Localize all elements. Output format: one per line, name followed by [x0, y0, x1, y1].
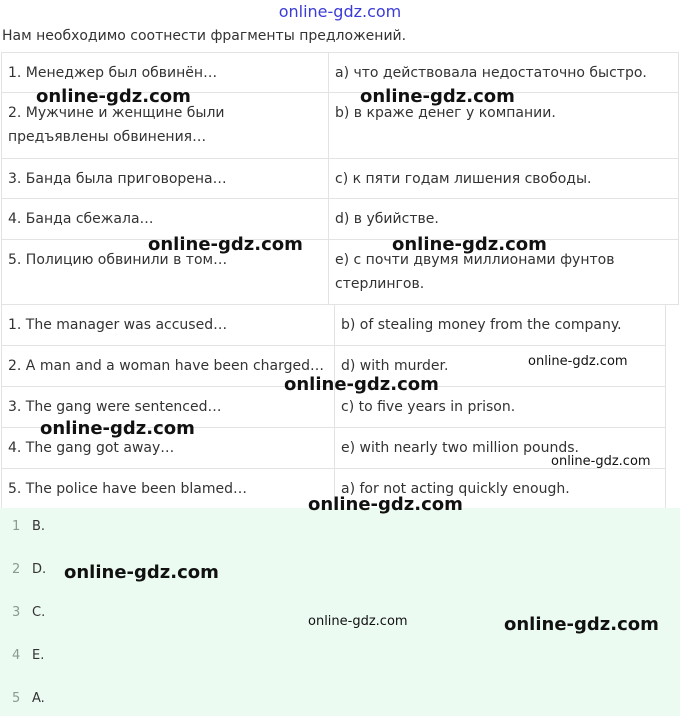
- answer-value: D.: [32, 562, 47, 577]
- table-cell-left: 3. Банда была приговорена…: [2, 159, 329, 199]
- table-cell-left: 3. The gang were sentenced…: [2, 387, 335, 428]
- watermark: online-gdz.com: [148, 234, 303, 255]
- watermark: online-gdz.com: [360, 86, 515, 107]
- table-cell-right: c) к пяти годам лишения свободы.: [329, 159, 679, 199]
- table-cell-left: 1. The manager was accused…: [2, 305, 335, 346]
- answer-number: 2: [12, 562, 21, 577]
- table-cell-left: 5. The police have been blamed…: [2, 469, 335, 510]
- table-cell-left: 5. Полицию обвинили в том…: [2, 240, 329, 305]
- answers-panel: [0, 508, 680, 716]
- table-cell-right: e) с почти двумя миллионами фунтов стерлингов.: [329, 240, 679, 305]
- watermark: online-gdz.com: [504, 614, 659, 635]
- watermark: online-gdz.com: [308, 614, 408, 629]
- answer-number: 4: [12, 648, 21, 663]
- table-cell-right: e) with nearly two million pounds.: [335, 428, 666, 469]
- table-cell-right: d) with murder.: [335, 346, 666, 387]
- answer-number: 3: [12, 605, 21, 620]
- table-row: [2, 199, 679, 240]
- answer-value: C.: [32, 605, 46, 620]
- watermark: online-gdz.com: [392, 234, 547, 255]
- table-cell-left: 2. Мужчине и женщине были предъявлены обвинения…: [2, 93, 329, 159]
- watermark: online-gdz.com: [528, 354, 628, 369]
- table-row: [2, 159, 679, 199]
- site-logo[interactable]: online-gdz.com: [278, 2, 402, 21]
- table-cell-right: c) to five years in prison.: [335, 387, 666, 428]
- answer-value: E.: [32, 648, 45, 663]
- watermark: online-gdz.com: [64, 562, 219, 583]
- answer-value: A.: [32, 691, 45, 706]
- table-cell-right: b) of stealing money from the company.: [335, 305, 666, 346]
- watermark: online-gdz.com: [308, 494, 463, 515]
- table-cell-left: 4. Банда сбежала…: [2, 199, 329, 240]
- table-row: [2, 240, 679, 305]
- table-row: [2, 305, 666, 346]
- table-cell-right: d) в убийстве.: [329, 199, 679, 240]
- watermark: online-gdz.com: [551, 454, 651, 469]
- table-cell-right: a) что действовала недостаточно быстро.: [329, 53, 679, 93]
- intro-text: Нам необходимо соотнести фрагменты предложений.: [2, 28, 407, 44]
- watermark: online-gdz.com: [284, 374, 439, 395]
- table-cell-left: 1. Менеджер был обвинён…: [2, 53, 329, 93]
- english-matching-table: [1, 304, 666, 510]
- table-cell-right: a) for not acting quickly enough.: [335, 469, 666, 510]
- table-cell-left: 2. A man and a woman have been charged…: [2, 346, 335, 387]
- watermark: online-gdz.com: [40, 418, 195, 439]
- answer-value: B.: [32, 519, 46, 534]
- watermark: online-gdz.com: [36, 86, 191, 107]
- answer-number: 5: [12, 691, 21, 706]
- answer-number: 1: [12, 519, 21, 534]
- table-cell-right: b) в краже денег у компании.: [329, 93, 679, 159]
- table-cell-left: 4. The gang got away…: [2, 428, 335, 469]
